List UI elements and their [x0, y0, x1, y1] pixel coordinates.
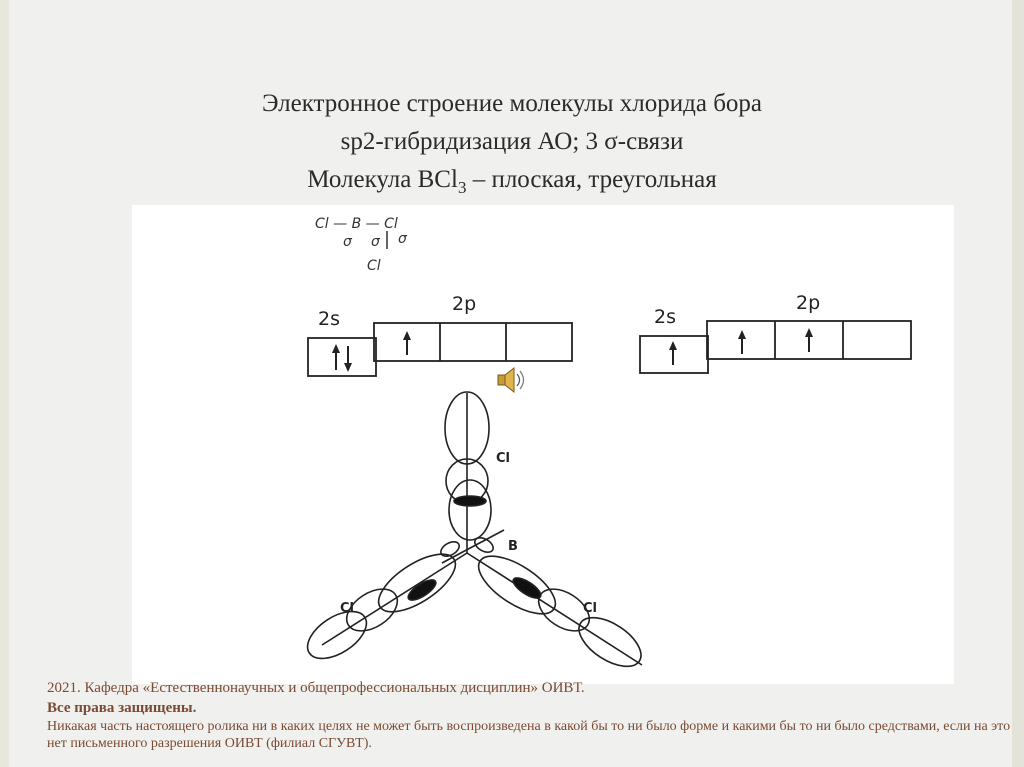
ground-2s-label: 2s [318, 308, 340, 330]
atom-labels [340, 451, 597, 616]
title-line-3-subscript: 3 [457, 178, 467, 197]
footer-rights: Все права защищены. [47, 700, 197, 716]
ground-2p-box [374, 323, 572, 361]
atom-label-top-cl: Cl [496, 451, 510, 466]
footer-note: Никакая часть настоящего ролика ни в каких целях не может быть воспроизведена в какой бы то ни было форме и какими бы то ни было средствами, если на это нет письменного разрешения ОИВТ (филиал СГУВТ). [47, 719, 1011, 751]
ground-2s-box [308, 338, 376, 376]
structural-formula [315, 216, 408, 274]
excited-state-orbitals [640, 292, 911, 373]
formula-sigma-1: σ [343, 234, 352, 250]
footer [47, 679, 1017, 752]
paired-electron-arrows [332, 344, 352, 372]
formula-sigma-2: σ [371, 234, 380, 250]
formula-bottom-text: Cl [367, 258, 381, 274]
orbital-diagram [132, 205, 954, 684]
excited-2s-label: 2s [654, 306, 676, 328]
atom-label-b: B [508, 539, 518, 554]
speaker-icon[interactable] [498, 368, 524, 392]
footer-copyright-line: 2021. Кафедра «Естественнонаучных и общепрофессиональных дисциплин» ОИВТ. [47, 680, 585, 696]
ground-2p-label: 2p [452, 293, 477, 315]
title-line-1: Электронное строение молекулы хлорида бора [261, 90, 763, 117]
title-line-3-suffix: – плоская, треугольная [466, 166, 717, 193]
atom-label-left-cl: Cl [340, 601, 354, 616]
atom-label-right-cl: Cl [583, 601, 597, 616]
excited-2p-label: 2p [796, 292, 821, 314]
title-line-3-prefix: Молекула BCl [307, 166, 458, 193]
hybrid-orbital-drawing [300, 392, 650, 676]
diagram-panel [132, 205, 954, 684]
ground-state-orbitals [308, 293, 572, 376]
formula-sigma-3: σ [398, 231, 407, 247]
title-line-2: sp2-гибридизация АО; 3 σ-связи [340, 128, 684, 155]
unpaired-electron-arrow [403, 331, 411, 355]
formula-top-text: Cl — B — Cl [315, 216, 398, 232]
title-line-3 [0, 162, 1024, 206]
